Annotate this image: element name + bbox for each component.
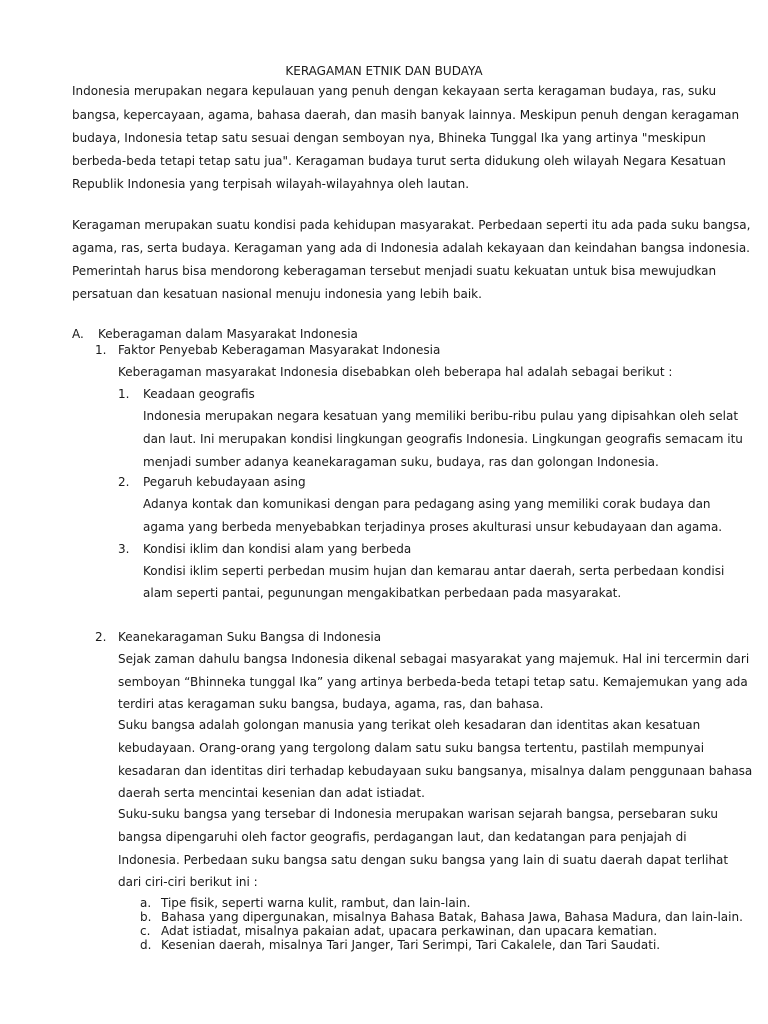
list-item-marker: b. — [140, 910, 152, 924]
text-line: budaya, Indonesia tetap satu sesuai dengan semboyan nya, Bhineka Tunggal Ika yang artinya "meskipun — [72, 131, 706, 145]
text-line: Pemerintah harus bisa mendorong keberagaman tersebut menjadi suatu kekuatan untuk bisa mewujudkan — [72, 264, 717, 278]
text-line: agama, ras, serta budaya. Keragaman yang ada di Indonesia adalah kekayaan dan keindahan bangsa indonesia. — [72, 241, 750, 255]
text-line: daerah serta mencintai kesenian dan adat istiadat. — [118, 786, 425, 800]
text-line: persatuan dan kesatuan nasional menuju indonesia yang lebih baik. — [72, 287, 482, 301]
list-item-marker: d. — [140, 938, 152, 952]
factor-2-heading: Pegaruh kebudayaan asing — [143, 475, 306, 489]
list-item: Tipe fisik, seperti warna kulit, rambut, dan lain-lain. — [161, 896, 471, 910]
list-item: Adat istiadat, misalnya pakaian adat, upacara perkawinan, dan upacara kematian. — [161, 924, 658, 938]
text-line: Republik Indonesia yang terpisah wilayah-wilayahnya oleh lautan. — [72, 177, 470, 191]
text-line: bangsa dipengaruhi oleh factor geografis, perdagangan laut, dan kedatangan para penjajah di — [118, 830, 687, 844]
text-line: Sejak zaman dahulu bangsa Indonesia dikenal sebagai masyarakat yang majemuk. Hal ini tercermin dari — [118, 652, 750, 666]
text-line: semboyan “Bhinneka tunggal Ika” yang artinya berbeda-beda tetapi tetap satu. Kemajemukan yang ada — [118, 675, 748, 689]
factor-2-marker: 2. — [118, 475, 130, 489]
text-line: agama yang berbeda menyebabkan terjadinya proses akulturasi unsur kebudayaan dan agama. — [143, 520, 723, 534]
list-item: Kesenian daerah, misalnya Tari Janger, Tari Serimpi, Tari Cakalele, dan Tari Saudati. — [161, 938, 661, 952]
subsection-2-heading: Keanekaragaman Suku Bangsa di Indonesia — [118, 630, 382, 644]
text-line: Keragaman merupakan suatu kondisi pada kehidupan masyarakat. Perbedaan seperti itu ada pada suku bangsa, — [72, 218, 751, 232]
subsection-1-heading: Faktor Penyebab Keberagaman Masyarakat Indonesia — [118, 343, 441, 357]
text-line: terdiri atas keragaman suku bangsa, budaya, agama, ras, dan bahasa. — [118, 697, 544, 711]
list-item: Bahasa yang dipergunakan, misalnya Bahasa Batak, Bahasa Jawa, Bahasa Madura, dan lain-lain. — [161, 910, 743, 924]
section-a-heading: Keberagaman dalam Masyarakat Indonesia — [98, 327, 358, 341]
text-line: menjadi sumber adanya keanekaragaman suku, budaya, ras dan golongan Indonesia. — [143, 455, 659, 469]
text-line: Adanya kontak dan komunikasi dengan para pedagang asing yang memiliki corak budaya dan — [143, 497, 711, 511]
document-title: KERAGAMAN ETNIK DAN BUDAYA — [285, 64, 483, 78]
text-line: Indonesia merupakan negara kesatuan yang memiliki beribu-ribu pulau yang dipisahkan oleh selat — [143, 409, 739, 423]
factor-1-marker: 1. — [118, 387, 130, 401]
text-line: kesadaran dan identitas diri terhadap kebudayaan suku bangsanya, misalnya dalam penggunaan bahasa — [118, 764, 753, 778]
list-item-marker: a. — [140, 896, 152, 910]
text-line: berbeda-beda tetapi tetap satu jua". Keragaman budaya turut serta didukung oleh wilayah Negara Kesatuan — [72, 154, 726, 168]
text-line: kebudayaan. Orang-orang yang tergolong dalam satu suku bangsa tertentu, pastilah mempunyai — [118, 741, 705, 755]
section-a-marker: A. — [72, 327, 84, 341]
factor-3-marker: 3. — [118, 542, 130, 556]
text-line: bangsa, kepercayaan, agama, bahasa daerah, dan masih banyak lainnya. Meskipun penuh dengan keragaman — [72, 108, 740, 122]
text-line: Indonesia. Perbedaan suku bangsa satu dengan suku bangsa yang lain di suatu daerah dapat terlihat — [118, 853, 729, 867]
factor-3-heading: Kondisi iklim dan kondisi alam yang berbeda — [143, 542, 412, 556]
subsection-1-intro: Keberagaman masyarakat Indonesia disebabkan oleh beberapa hal adalah sebagai berikut : — [118, 365, 673, 379]
text-line: alam seperti pantai, pegunungan mengakibatkan perbedaan pada masyarakat. — [143, 586, 622, 600]
text-line: Suku-suku bangsa yang tersebar di Indonesia merupakan warisan sejarah bangsa, persebaran suku — [118, 807, 718, 821]
subsection-2-marker: 2. — [95, 630, 107, 644]
text-line: Suku bangsa adalah golongan manusia yang terikat oleh kesadaran dan identitas akan kesatuan — [118, 718, 701, 732]
text-line: dan laut. Ini merupakan kondisi lingkungan geografis Indonesia. Lingkungan geografis semacam itu — [143, 432, 743, 446]
factor-1-heading: Keadaan geografis — [143, 387, 255, 401]
subsection-1-marker: 1. — [95, 343, 107, 357]
text-line: dari ciri-ciri berikut ini : — [118, 875, 258, 889]
text-line: Indonesia merupakan negara kepulauan yang penuh dengan kekayaan serta keragaman budaya, ras, suku — [72, 84, 717, 98]
text-line: Kondisi iklim seperti perbedan musim hujan dan kemarau antar daerah, serta perbedaan kondisi — [143, 564, 725, 578]
list-item-marker: c. — [140, 924, 151, 938]
